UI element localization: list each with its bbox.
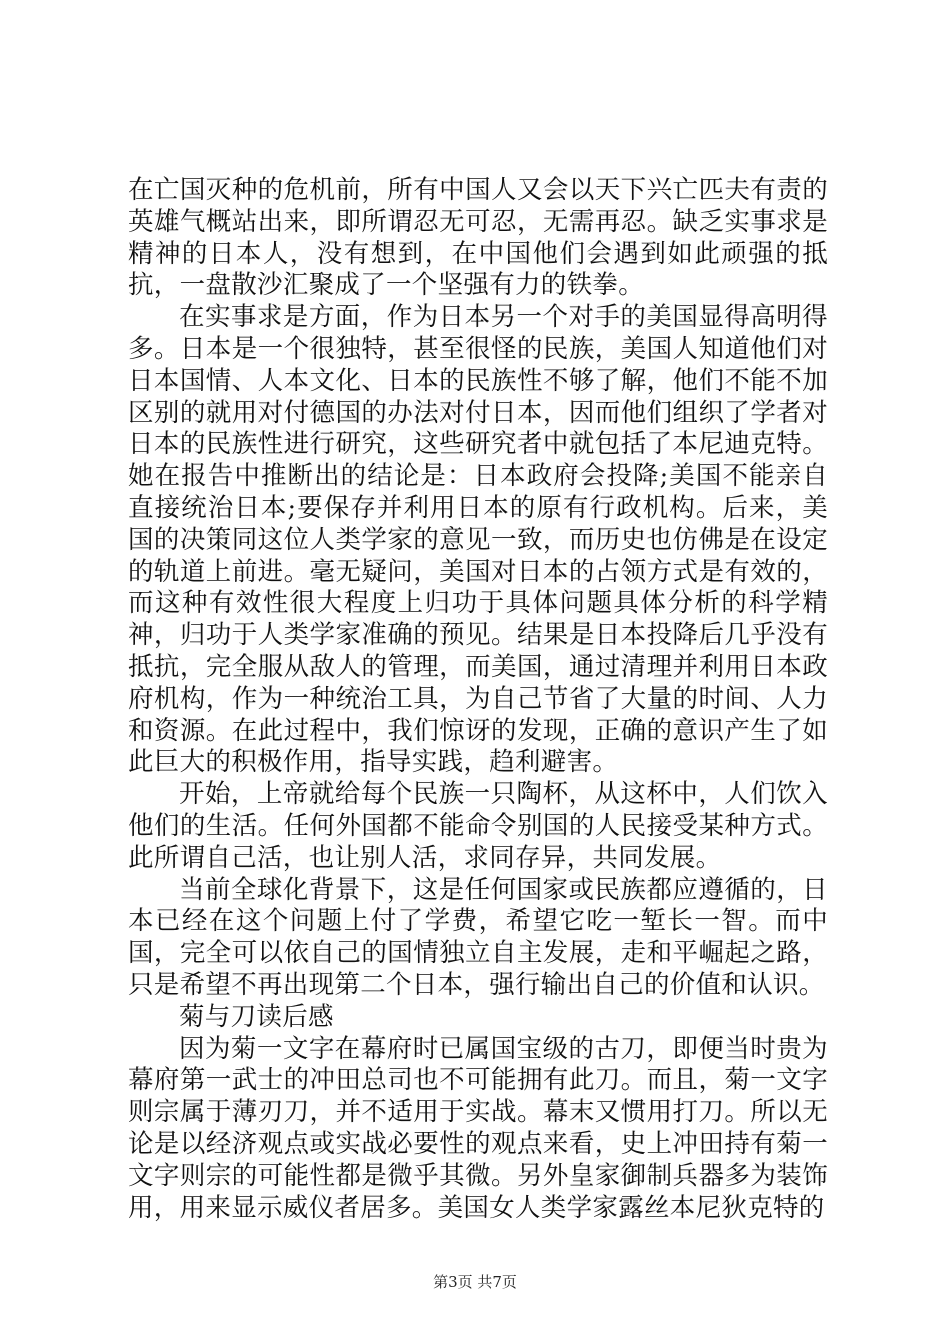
body-text <box>128 175 828 1224</box>
paragraph-4: 当前全球化背景下，这是任何国家或民族都应遵循的，日本已经在这个问题上付了学费，希望它吃一堑长一智。而中国，完全可以依自己的国情独立自主发展，走和平崛起之路，只是希望不再出现第二个日本，强行输出自己的价值和认识。 <box>128 874 828 1000</box>
paragraph-2: 在实事求是方面，作为日本另一个对手的美国显得高明得多。日本是一个很独特，甚至很怪的民族，美国人知道他们对日本国情、人本文化、日本的民族性不够了解，他们不能不加区别的就用对付德国的办法对付日本，因而他们组织了学者对日本的民族性进行研究，这些研究者中就包括了本尼迪克特。她在报告中推断出的结论是：日本政府会投降;美国不能亲自直接统治日本;要保存并利用日本的原有行政机构。后来，美国的决策同这位人类学家的意见一致，而历史也仿佛是在设定的轨道上前进。毫无疑问，美国对日本的占领方式是有效的，而这种有效性很大程度上归功于具体问题具体分析的科学精神，归功于人类学家准确的预见。结果是日本投降后几乎没有抵抗，完全服从敌人的管理，而美国，通过清理并利用日本政府机构，作为一种统治工具，为自己节省了大量的时间、人力和资源。在此过程中，我们惊讶的发现，正确的意识产生了如此巨大的积极作用，指导实践，趋利避害。 <box>128 302 828 778</box>
paragraph-5: 因为菊一文字在幕府时已属国宝级的古刀，即便当时贵为幕府第一武士的冲田总司也不可能拥有此刀。而且，菊一文字则宗属于薄刃刀，并不适用于实战。幕末又惯用打刀。所以无论是以经济观点或实战必要性的观点来看，史上冲田持有菊一文字则宗的可能性都是微乎其微。另外皇家御制兵器多为装饰用，用来显示威仪者居多。美国女人类学家露丝本尼狄克特的 <box>128 1033 828 1223</box>
paragraph-1: 在亡国灭种的危机前，所有中国人又会以天下兴亡匹夫有责的英雄气概站出来，即所谓忍无可忍，无需再忍。缺乏实事求是精神的日本人，没有想到，在中国他们会遇到如此顽强的抵抗，一盘散沙汇聚成了一个坚强有力的铁拳。 <box>128 175 828 301</box>
section-heading: 菊与刀读后感 <box>179 1001 334 1032</box>
paragraph-3: 开始，上帝就给每个民族一只陶杯，从这杯中，人们饮入他们的生活。任何外国都不能命令别国的人民接受某种方式。此所谓自己活，也让别人活，求同存异，共同发展。 <box>128 779 828 873</box>
page-number-footer: 第3页 共7页 <box>433 1273 517 1291</box>
